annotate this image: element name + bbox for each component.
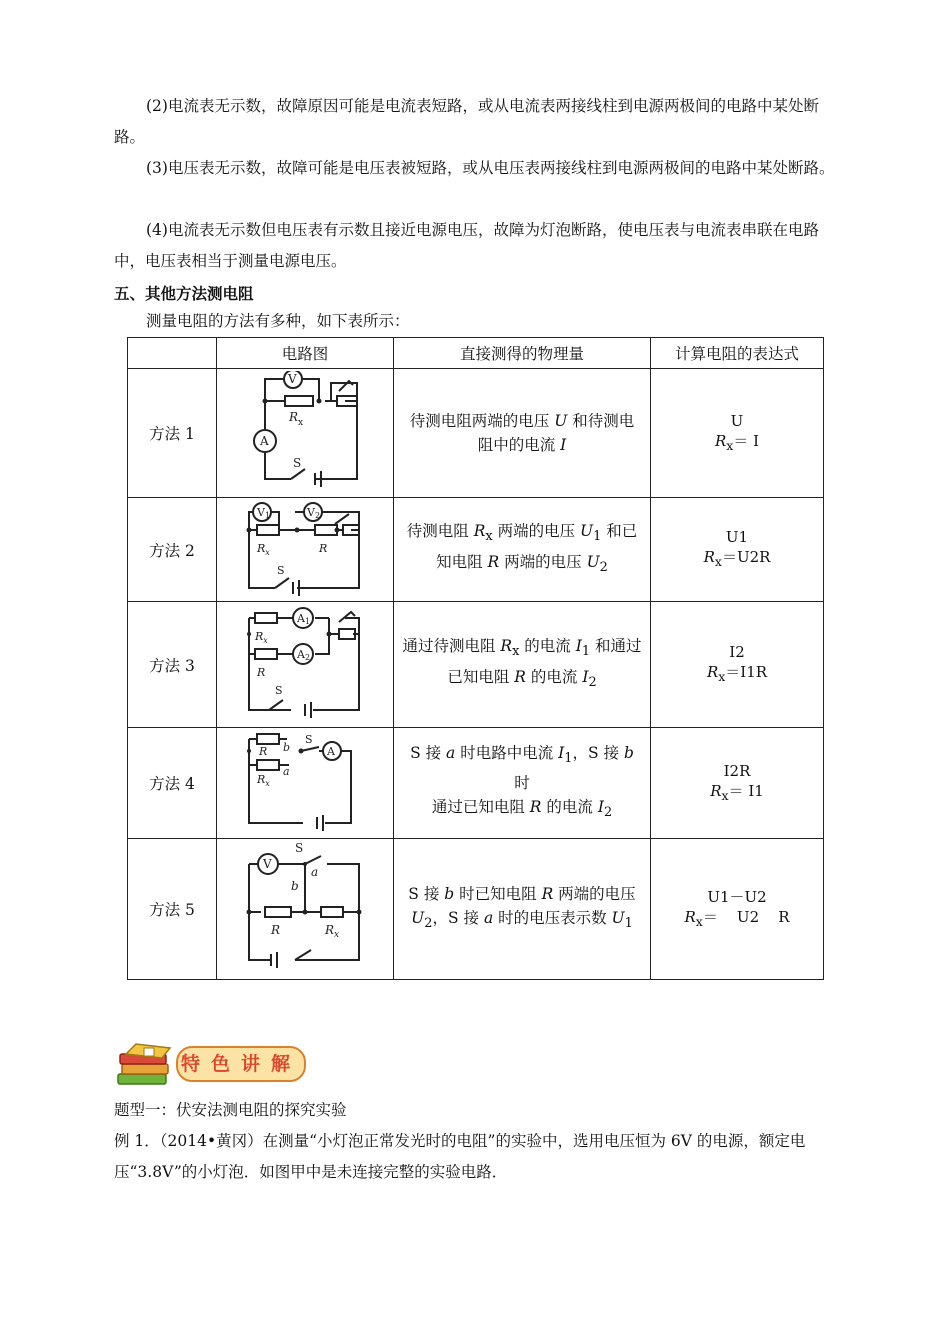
paragraph-voltmeter-fault: (3)电压表无示数，故障可能是电压表被短路，或从电压表两接线柱到电源两极间的电路中某处断路。 <box>146 159 835 177</box>
svg-text:R: R <box>259 745 268 758</box>
circuit-diagram-cell <box>217 839 394 980</box>
svg-text:S: S <box>293 456 302 470</box>
header-cell-formula: 计算电阻的表达式 <box>651 338 824 369</box>
formula-expression: U1 $R_x=U2R$ <box>651 498 824 602</box>
feature-banner-label: 特色讲解 <box>176 1046 306 1082</box>
method-label: 方法 5 <box>128 839 217 980</box>
formula-expression: U $R_x= I$ <box>651 369 824 498</box>
svg-text:V: V <box>263 857 272 871</box>
table-row <box>128 728 824 839</box>
svg-text:R: R <box>319 541 328 555</box>
circuit-diagram-cell <box>217 728 394 839</box>
circuit-diagram-cell <box>217 602 394 728</box>
svg-text:V: V <box>288 372 297 386</box>
paragraph-bulb-open-fault: (4)电流表无示数但电压表有示数且接近电源电压，故障为灯泡断路，使电压表与电流表串联在电路中，电压表相当于测量电源电压。 <box>114 221 819 270</box>
table-header-row <box>128 338 824 369</box>
measured-quantity: 待测电阻两端的电压 U 和待测电 阻中的电流 I <box>394 369 651 498</box>
svg-text:Rx: $R_x$ <box>325 923 340 940</box>
circuit-diagram-4 <box>235 729 375 833</box>
measured-quantity: 待测电阻 $R_x$ 两端的电压 $U_1$ 和已 知电阻 R 两端的电压 $U_2$ <box>394 498 651 602</box>
svg-text:S: S <box>305 733 313 746</box>
table-row <box>128 839 824 980</box>
header-cell-measured: 直接测得的物理量 <box>394 338 651 369</box>
measured-quantity: S 接 b 时已知电阻 R 两端的电压 $U_2$，S 接 a 时的电压表示数 $U_1$ <box>394 839 651 980</box>
circuit-diagram-1 <box>235 371 375 491</box>
circuit-diagram-cell <box>217 369 394 498</box>
example-paragraph: 例 1．（2014•黄冈）在测量“小灯泡正常发光时的电阻”的实验中，选用电压恒为 6V 的电源，额定电压“3.8V”的小灯泡．如图甲中是未连接完整的实验电路． <box>114 1132 806 1181</box>
svg-text:b: b <box>283 741 291 754</box>
method-label: 方法 4 <box>128 728 217 839</box>
svg-text:Rx: $R_x$ <box>257 541 270 557</box>
paragraph-ammeter-fault: (2)电流表无示数，故障原因可能是电流表短路，或从电流表两接线柱到电源两极间的电路中某处断路。 <box>114 97 819 146</box>
svg-text:V1: V1 <box>257 505 271 520</box>
section-title: 五、其他方法测电阻 <box>114 284 254 303</box>
table-row <box>128 602 824 728</box>
circuit-diagram-3 <box>235 604 375 722</box>
svg-text:V2: V2 <box>307 505 321 520</box>
svg-text:Rx: $R_x$ <box>255 629 268 645</box>
svg-text:A2: A2 <box>297 647 311 662</box>
svg-text:A: A <box>327 745 335 758</box>
svg-text:A1: A1 <box>297 611 311 626</box>
svg-text:b: b <box>291 879 299 893</box>
header-cell-circuit: 电路图 <box>217 338 394 369</box>
svg-text:S: S <box>275 683 283 697</box>
svg-text:a: a <box>283 765 290 778</box>
method-label: 方法 2 <box>128 498 217 602</box>
circuit-diagram-2 <box>235 500 375 596</box>
svg-text:A: A <box>260 434 269 448</box>
section-intro: 测量电阻的方法有多种，如下表所示： <box>146 312 410 330</box>
measured-quantity: S 接 a 时电路中电流 $I_1$，S 接 b 时 通过已知电阻 R 的电流 $I_2$ <box>394 728 651 839</box>
circuit-diagram-cell <box>217 498 394 602</box>
table-row <box>128 498 824 602</box>
svg-text:S: S <box>277 563 285 577</box>
svg-text:R: R <box>271 923 281 937</box>
header-cell-empty <box>128 338 217 369</box>
method-label: 方法 1 <box>128 369 217 498</box>
svg-text:S: S <box>295 841 304 855</box>
table-row <box>128 369 824 498</box>
formula-expression: I2R $R_x= I1$ <box>651 728 824 839</box>
formula-expression: U1－U2 $R_x=$ U2 R <box>651 839 824 980</box>
svg-text:R: R <box>257 665 266 679</box>
circuit-diagram-5 <box>235 840 375 974</box>
svg-text:a: a <box>311 865 319 879</box>
method-label: 方法 3 <box>128 602 217 728</box>
methods-table <box>127 337 824 980</box>
formula-expression: I2 $R_x=I1R$ <box>651 602 824 728</box>
svg-text:R: R <box>289 410 299 424</box>
svg-text:Rx: $R_x$ <box>257 773 270 788</box>
question-type-line: 题型一：伏安法测电阻的探究实验 <box>114 1101 347 1119</box>
svg-text:x: x <box>298 418 304 428</box>
measured-quantity: 通过待测电阻 $R_x$ 的电流 $I_1$ 和通过 已知电阻 R 的电流 $I_2$ <box>394 602 651 728</box>
